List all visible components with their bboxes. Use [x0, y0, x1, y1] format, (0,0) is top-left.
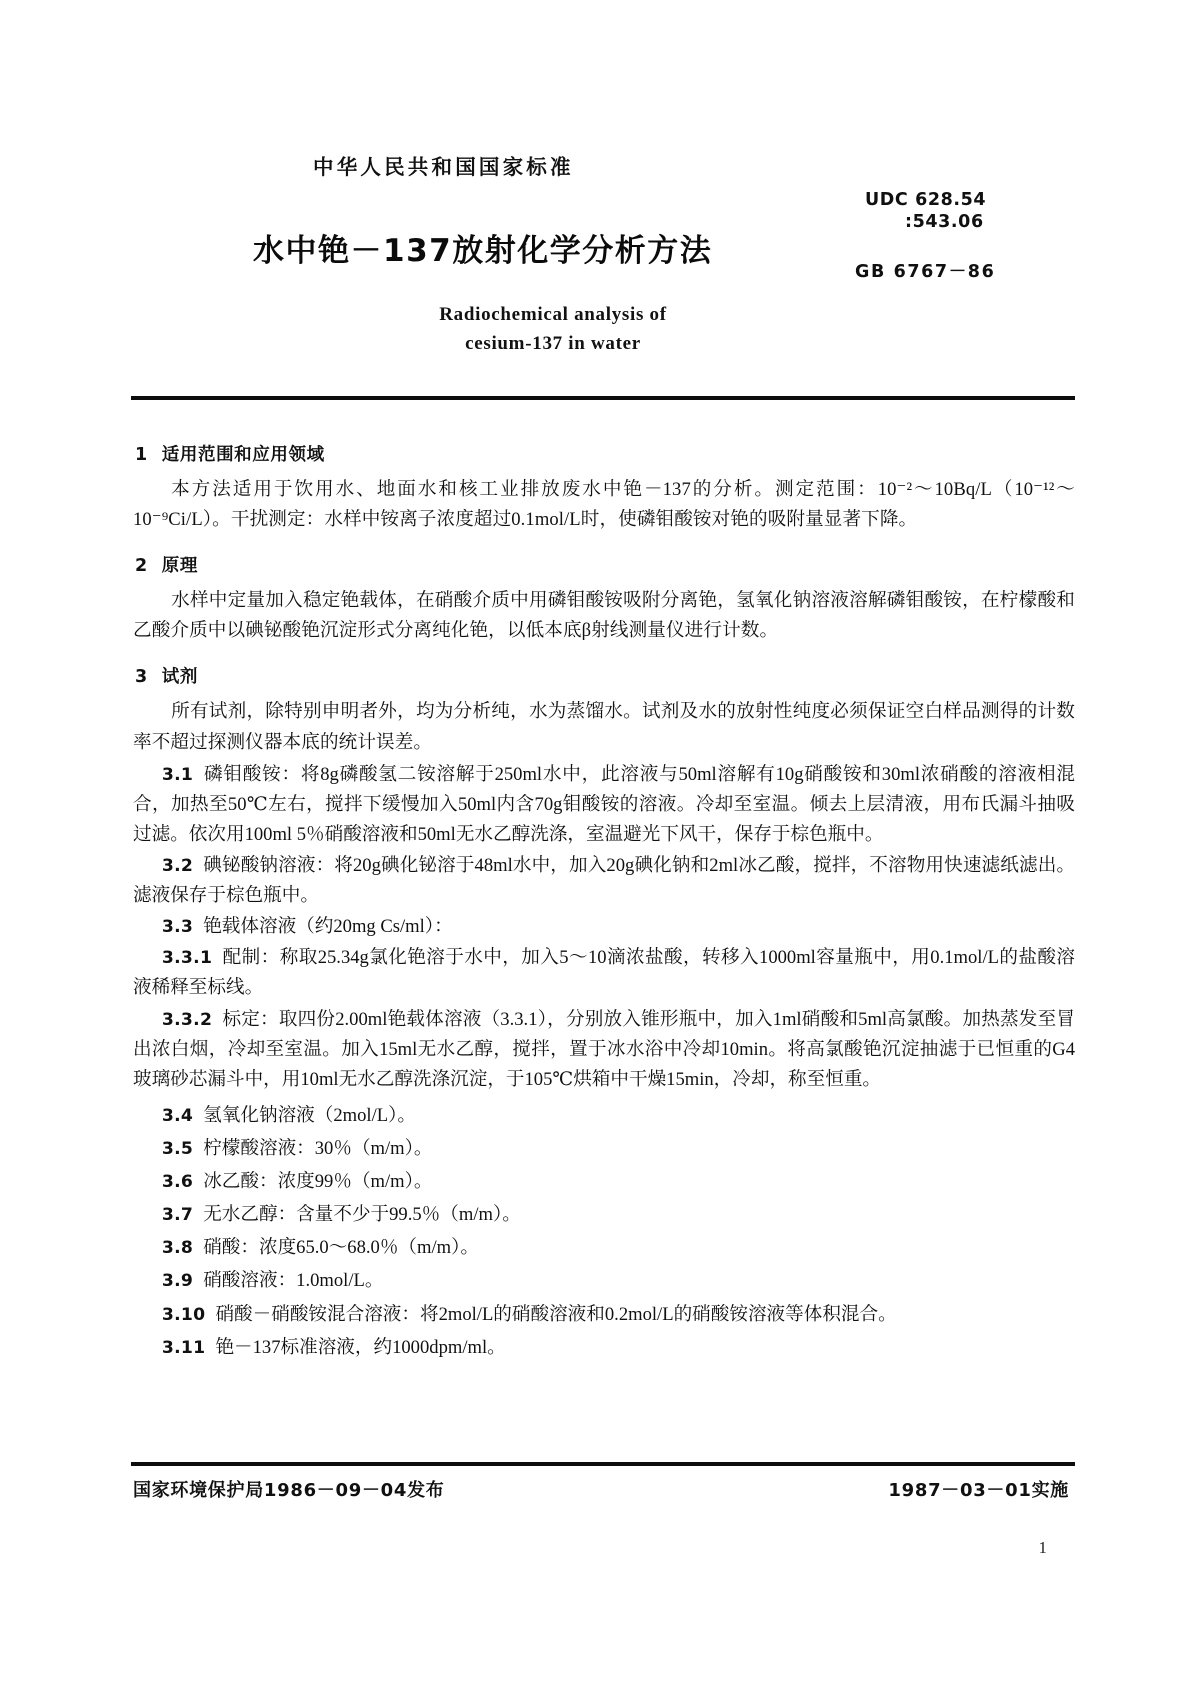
footer-issuing-authority: 国家环境保护局1986－09－04发布: [133, 1480, 445, 1501]
udc-line-2: :543.06: [905, 212, 984, 232]
reagent-item-3-3-2: [133, 1005, 1075, 1095]
reagent-text-3-9: 硝酸溶液：1.0mol/L。: [203, 1270, 384, 1292]
header-divider-rule: [131, 396, 1075, 400]
title-en-line-2: cesium-137 in water: [465, 333, 641, 355]
reagent-label-3-8: 3.8: [161, 1238, 194, 1259]
reagent-item-3-3-1: [133, 943, 1075, 1003]
section-heading-2: [135, 552, 1075, 577]
page-footer: [133, 1476, 1075, 1510]
udc-line-1: UDC 628.54: [865, 190, 987, 210]
reagent-label-3-3: 3.3: [161, 917, 194, 938]
reagent-text-3-4: 氢氧化钠溶液（2mol/L）。: [203, 1104, 416, 1126]
document-title-cn: 水中铯－137放射化学分析方法: [253, 233, 713, 269]
reagent-item-3-9: [133, 1266, 1075, 1296]
reagent-text-3-7: 无水乙醇：含量不少于99.5％（m/m）。: [203, 1204, 521, 1226]
section-title-1: 适用范围和应用领域: [161, 445, 325, 465]
section-1-paragraph: 本方法适用于饮用水、地面水和核工业排放废水中铯－137的分析。测定范围：10⁻²～10Bq/L（10⁻¹²～10⁻⁹Ci/L）。干扰测定：水样中铵离子浓度超过0.1mol/L时，使磷钼酸铵对铯的吸附量显著下降。: [133, 479, 1075, 531]
page-sheet: [125, 0, 1075, 1684]
reagent-item-3-8: [133, 1233, 1075, 1263]
reagent-text-3-5: 柠檬酸溶液：30％（m/m）。: [203, 1137, 433, 1159]
reagent-text-3-10: 硝酸－硝酸铵混合溶液：将2mol/L的硝酸溶液和0.2mol/L的硝酸铵溶液等体积混合。: [215, 1303, 897, 1325]
udc-classification: [863, 190, 1063, 232]
section-2-paragraph: 水样中定量加入稳定铯载体，在硝酸介质中用磷钼酸铵吸附分离铯，氢氧化钠溶液溶解磷钼酸铵，在柠檬酸和乙酸介质中以碘铋酸铯沉淀形式分离纯化铯，以低本底β射线测量仪进行计数。: [133, 590, 1075, 642]
section-number-3: 3: [135, 667, 148, 688]
standard-number: GB 6767－86: [855, 262, 996, 282]
reagent-text-3-3-1: 配制：称取25.34g氯化铯溶于水中，加入5～10滴浓盐酸，转移入1000ml容量瓶中，用0.1mol/L的盐酸溶液稀释至标线。: [133, 947, 1075, 999]
reagent-label-3-1: 3.1: [161, 764, 194, 785]
reagent-label-3-2: 3.2: [161, 855, 194, 876]
reagent-item-3-5: [133, 1134, 1075, 1164]
footer-effective-date: 1987－03－01实施: [888, 1480, 1069, 1501]
reagent-label-3-4: 3.4: [161, 1105, 194, 1126]
reagent-text-3-8: 硝酸：浓度65.0～68.0％（m/m）。: [203, 1237, 479, 1259]
reagent-label-3-5: 3.5: [161, 1138, 194, 1159]
reagent-item-3-11: [133, 1333, 1075, 1363]
section-number-2: 2: [135, 556, 148, 577]
reagent-item-3-6: [133, 1167, 1075, 1197]
reagent-label-3-11: 3.11: [161, 1337, 206, 1358]
reagent-item-3-2: [133, 851, 1075, 911]
reagent-label-3-6: 3.6: [161, 1172, 194, 1193]
reagent-label-3-10: 3.10: [161, 1304, 206, 1325]
document-body: [133, 424, 1075, 1366]
section-title-2: 原理: [161, 556, 198, 577]
section-heading-1: [135, 441, 1075, 466]
national-standard-label: 中华人民共和国国家标准: [313, 155, 574, 179]
footer-divider-rule: [131, 1462, 1075, 1466]
title-en-line-1: Radiochemical analysis of: [439, 304, 667, 325]
section-heading-3: [135, 663, 1075, 688]
reagent-text-3-11: 铯－137标准溶液，约1000dpm/ml。: [215, 1336, 506, 1358]
reagent-label-3-9: 3.9: [161, 1271, 194, 1292]
reagent-text-3-2: 碘铋酸钠溶液：将20g碘化铋溶于48ml水中，加入20g碘化钠和2ml冰乙酸，搅拌，不溶物用快速滤纸滤出。滤液保存于棕色瓶中。: [133, 854, 1075, 907]
reagent-text-3-3-2: 标定：取四份2.00ml铯载体溶液（3.3.1），分别放入锥形瓶中，加入1ml硝酸和5ml高氯酸。加热蒸发至冒出浓白烟，冷却至室温。加入15ml无水乙醇，搅拌，置于冰水浴中冷却10min。将高氯酸铯沉淀抽滤于已恒重的G4玻璃砂芯漏斗中，用10ml无水乙醇洗涤沉淀，于105℃烘箱中干燥15min，冷却，称至恒重。: [133, 1008, 1075, 1090]
reagent-label-3-3-1: 3.3.1: [161, 948, 213, 969]
reagent-text-3-1: 磷钼酸铵：将8g磷酸氢二铵溶解于250ml水中，此溶液与50ml溶解有10g硝酸铵和30ml浓硝酸的溶液相混合，加热至50℃左右，搅拌下缓慢加入50ml内含70g钼酸铵的溶液。冷却至室温。倾去上层清液，用布氏漏斗抽吸过滤。依次用100ml 5％硝酸溶液和50ml无水乙醇洗涤，室温避光下风干，保存于棕色瓶中。: [133, 763, 1075, 845]
section-3-paragraph: 所有试剂，除特别申明者外，均为分析纯，水为蒸馏水。试剂及水的放射性纯度必须保证空白样品测得的计数率不超过探测仪器本底的统计误差。: [133, 701, 1075, 753]
reagent-item-3-10: [133, 1300, 1075, 1330]
reagent-item-3-3: [133, 912, 1075, 942]
reagent-label-3-7: 3.7: [161, 1205, 194, 1226]
reagent-item-3-4: [133, 1101, 1075, 1131]
page-number: 1: [1038, 1538, 1047, 1557]
reagent-item-3-7: [133, 1200, 1075, 1230]
reagent-text-3-6: 冰乙酸：浓度99％（m/m）。: [203, 1171, 433, 1193]
section-number-1: 1: [135, 445, 148, 465]
section-title-3: 试剂: [161, 667, 198, 688]
reagent-item-3-1: [133, 760, 1075, 850]
document-title-en: [343, 300, 763, 359]
reagent-label-3-3-2: 3.3.2: [161, 1009, 213, 1030]
reagent-short-list: [133, 1101, 1075, 1363]
reagent-text-3-3: 铯载体溶液（约20mg Cs/ml）：: [203, 916, 453, 938]
